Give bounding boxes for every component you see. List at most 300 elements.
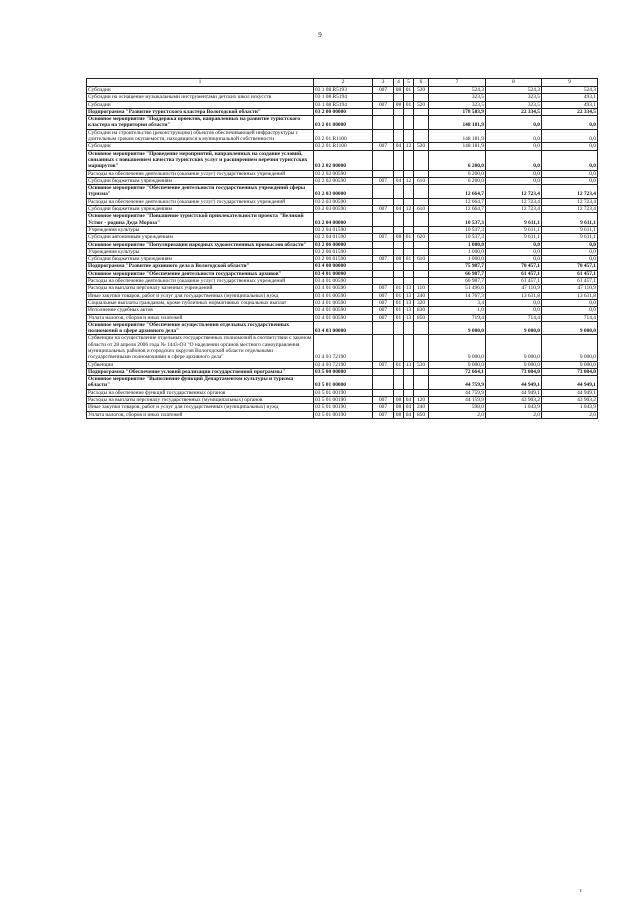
row-value-year3: 43 903,2 xyxy=(542,397,598,404)
row-value-year3: 12 723,4 xyxy=(542,206,598,213)
row-subsection xyxy=(404,335,414,361)
row-section: 01 xyxy=(394,361,404,368)
row-expense-type xyxy=(414,241,429,248)
table-row xyxy=(87,129,598,143)
row-admin-code xyxy=(373,226,394,233)
row-value-year2: 73 084,0 xyxy=(486,368,542,375)
table-row xyxy=(87,101,598,108)
row-section: 08 xyxy=(394,87,404,94)
row-name: Расходы на обеспечение деятельности (оказание услуг) государственных учреждений xyxy=(87,198,314,205)
row-value-year1: 10 537,3 xyxy=(429,226,486,233)
row-admin-code: 007 xyxy=(373,411,394,418)
row-subsection xyxy=(404,241,414,248)
row-subsection xyxy=(404,213,414,227)
row-value-year1: 148 181,9 xyxy=(429,129,486,143)
row-subsection: 01 xyxy=(404,87,414,94)
row-section xyxy=(394,241,404,248)
row-admin-code: 007 xyxy=(373,143,394,150)
row-target-code: 03 4 01 00590 xyxy=(314,299,373,306)
row-section: 04 xyxy=(394,177,404,184)
table-row xyxy=(87,285,598,292)
row-target-code: 03 2 02 00590 xyxy=(314,177,373,184)
row-section: 08 xyxy=(394,404,404,411)
row-admin-code xyxy=(373,129,394,143)
row-value-year1: 44 759,9 xyxy=(429,389,486,396)
row-expense-type xyxy=(414,270,429,277)
row-section: 08 xyxy=(394,234,404,241)
row-value-year3: 61 457,1 xyxy=(542,278,598,285)
row-admin-code xyxy=(373,116,394,130)
table-row xyxy=(87,335,598,361)
row-target-code: 03 2 06 01590 xyxy=(314,248,373,255)
row-value-year2: 2,0 xyxy=(486,411,542,418)
row-name: Социальные выплаты гражданам, кроме публичных нормативных социальных выплат xyxy=(87,299,314,306)
row-name: Субсидии бюджетным учреждениям xyxy=(87,177,314,184)
row-value-year2: 9 611,1 xyxy=(486,226,542,233)
row-section: 01 xyxy=(394,292,404,299)
row-value-year2: 47 110,9 xyxy=(486,285,542,292)
row-target-code: 03 5 01 00190 xyxy=(314,397,373,404)
row-value-year2: 0,0 xyxy=(486,129,542,143)
row-value-year1: 1 000,0 xyxy=(429,241,486,248)
row-expense-type: 610 xyxy=(414,256,429,263)
row-subsection: 13 xyxy=(404,307,414,314)
row-name: Основное мероприятие "Повышение туристской привлекательности проекта "Великий Устюг - родина Деда Мороза" xyxy=(87,213,314,227)
header-cell: 5 xyxy=(404,79,414,87)
row-admin-code xyxy=(373,321,394,335)
row-admin-code: 007 xyxy=(373,87,394,94)
row-subsection xyxy=(404,185,414,199)
row-value-year3: 0,0 xyxy=(542,129,598,143)
table-row xyxy=(87,143,598,150)
table-row xyxy=(87,213,598,227)
table-row xyxy=(87,234,598,241)
row-section xyxy=(394,278,404,285)
row-name: Субсидии на строительство (реконструкцию) объектов обеспечивающей инфраструктуры с длительным сроком окупаемости, находящихся в муниципальной собственности xyxy=(87,129,314,143)
row-expense-type xyxy=(414,108,429,115)
row-section xyxy=(394,116,404,130)
row-value-year3: 9 611,1 xyxy=(542,226,598,233)
row-section xyxy=(394,368,404,375)
table-row xyxy=(87,376,598,390)
row-value-year2: 524,3 xyxy=(486,87,542,94)
row-admin-code: 007 xyxy=(373,101,394,108)
row-subsection xyxy=(404,376,414,390)
row-admin-code: 007 xyxy=(373,404,394,411)
table-row xyxy=(87,299,598,306)
table-row xyxy=(87,278,598,285)
row-section: 01 xyxy=(394,307,404,314)
row-name: Расходы на обеспечение функций государственных органов xyxy=(87,389,314,396)
table-row xyxy=(87,248,598,255)
row-expense-type xyxy=(414,263,429,270)
table-row xyxy=(87,263,598,270)
row-name: Расходы на выплаты персоналу казенных учреждений xyxy=(87,285,314,292)
header-cell: 8 xyxy=(486,79,542,87)
row-name: Основное мероприятие "Обеспечение деятельности государственных учреждений сферы туризма" xyxy=(87,185,314,199)
row-section xyxy=(394,150,404,170)
row-value-year2: 0,0 xyxy=(486,299,542,306)
row-subsection xyxy=(404,170,414,177)
row-subsection xyxy=(404,150,414,170)
row-expense-type: 830 xyxy=(414,307,429,314)
row-section: 01 xyxy=(394,285,404,292)
row-name: Подпрограмма "Развитие архивного дела в Вологодской области" xyxy=(87,263,314,270)
row-target-code: 03 1 08 R5193 xyxy=(314,87,373,94)
row-target-code: 03 2 01 R1100 xyxy=(314,143,373,150)
row-subsection xyxy=(404,270,414,277)
row-value-year3: 9 000,0 xyxy=(542,321,598,335)
row-value-year3: 0,0 xyxy=(542,170,598,177)
row-expense-type xyxy=(414,213,429,227)
row-value-year2: 714,4 xyxy=(486,314,542,321)
row-name: Основное мероприятие "Выполнение функций Департаментом культуры и туризма области" xyxy=(87,376,314,390)
row-value-year3: 2,0 xyxy=(542,411,598,418)
row-subsection: 12 xyxy=(404,143,414,150)
row-section xyxy=(394,108,404,115)
row-admin-code: 007 xyxy=(373,299,394,306)
row-admin-code: 007 xyxy=(373,314,394,321)
row-target-code: 03 4 03 00000 xyxy=(314,321,373,335)
row-expense-type xyxy=(414,278,429,285)
row-target-code: 03 4 03 72190 xyxy=(314,335,373,361)
header-cell: 1 xyxy=(87,79,314,87)
row-expense-type: 530 xyxy=(414,361,429,368)
row-expense-type xyxy=(414,226,429,233)
row-target-code: 03 5 01 00190 xyxy=(314,389,373,396)
row-admin-code: 007 xyxy=(373,234,394,241)
row-target-code: 03 4 01 00000 xyxy=(314,270,373,277)
row-target-code: 03 2 06 00000 xyxy=(314,241,373,248)
row-section xyxy=(394,129,404,143)
row-value-year3: 44 949,1 xyxy=(542,376,598,390)
row-name: Субсидии автономным учреждениям xyxy=(87,234,314,241)
row-value-year3: 0,0 xyxy=(542,256,598,263)
row-expense-type: 320 xyxy=(414,299,429,306)
row-name: Учреждения культуры xyxy=(87,226,314,233)
row-value-year2: 0,0 xyxy=(486,143,542,150)
row-value-year3: 1 043,9 xyxy=(542,404,598,411)
row-subsection: 13 xyxy=(404,299,414,306)
row-expense-type xyxy=(414,198,429,205)
table-row xyxy=(87,116,598,130)
row-target-code: 03 2 01 00000 xyxy=(314,116,373,130)
row-value-year3: 73 084,0 xyxy=(542,368,598,375)
row-target-code: 03 5 01 00000 xyxy=(314,376,373,390)
row-subsection: 12 xyxy=(404,206,414,213)
row-value-year2: 12 723,4 xyxy=(486,206,542,213)
row-value-year1: 1 000,0 xyxy=(429,248,486,255)
row-name: Основное мероприятие "Обеспечение деятельности государственных архивов" xyxy=(87,270,314,277)
row-value-year1: 1 000,0 xyxy=(429,256,486,263)
table-row xyxy=(87,368,598,375)
row-value-year2: 13 631,8 xyxy=(486,292,542,299)
row-value-year3: 70 457,1 xyxy=(542,263,598,270)
row-value-year3: 9 611,1 xyxy=(542,213,598,227)
row-admin-code: 007 xyxy=(373,206,394,213)
row-expense-type: 120 xyxy=(414,397,429,404)
row-subsection xyxy=(404,321,414,335)
row-value-year3: 9 611,1 xyxy=(542,234,598,241)
row-value-year1: 66 987,7 xyxy=(429,278,486,285)
row-name: Уплата налогов, сборов и иных платежей xyxy=(87,411,314,418)
row-name: Расходы на обеспечение деятельности (оказание услуг) государственных учреждений xyxy=(87,170,314,177)
row-value-year3: 0,0 xyxy=(542,150,598,170)
row-name: Основное мероприятие "Обеспечение осуществления отдельных государственных полномочий в сфере архивного дела" xyxy=(87,321,314,335)
row-subsection: 13 xyxy=(404,285,414,292)
row-value-year1: 12 664,7 xyxy=(429,185,486,199)
row-value-year3: 13 631,8 xyxy=(542,292,598,299)
row-admin-code xyxy=(373,335,394,361)
row-expense-type: 240 xyxy=(414,292,429,299)
row-subsection: 01 xyxy=(404,234,414,241)
row-section xyxy=(394,94,404,101)
row-expense-type: 610 xyxy=(414,206,429,213)
row-admin-code xyxy=(373,108,394,115)
row-expense-type: 620 xyxy=(414,234,429,241)
row-value-year1: 66 987,7 xyxy=(429,270,486,277)
budget-table xyxy=(86,78,598,419)
table-row xyxy=(87,411,598,418)
row-target-code: 03 2 00 00000 xyxy=(314,108,373,115)
row-subsection: 04 xyxy=(404,397,414,404)
row-value-year2: 70 457,1 xyxy=(486,263,542,270)
table-row xyxy=(87,389,598,396)
row-value-year3: 493,1 xyxy=(542,101,598,108)
row-admin-code: 007 xyxy=(373,307,394,314)
row-name: Иные закупки товаров, работ и услуг для государственных (муниципальных) нужд xyxy=(87,292,314,299)
row-target-code: 03 2 04 01590 xyxy=(314,234,373,241)
header-cell: 9 xyxy=(542,79,598,87)
row-admin-code xyxy=(373,241,394,248)
row-admin-code xyxy=(373,150,394,170)
table-row xyxy=(87,292,598,299)
row-name: Субсидии xyxy=(87,87,314,94)
table-row xyxy=(87,198,598,205)
row-value-year1: 10 537,3 xyxy=(429,213,486,227)
row-name: Субсидии xyxy=(87,143,314,150)
row-value-year1: 9 000,0 xyxy=(429,335,486,361)
row-value-year1: 323,5 xyxy=(429,101,486,108)
table-row xyxy=(87,177,598,184)
table-row xyxy=(87,170,598,177)
row-target-code: 03 2 03 00590 xyxy=(314,198,373,205)
row-value-year2: 9 000,0 xyxy=(486,321,542,335)
row-expense-type xyxy=(414,321,429,335)
row-subsection xyxy=(404,263,414,270)
row-admin-code: 007 xyxy=(373,177,394,184)
row-target-code: 03 4 00 00000 xyxy=(314,263,373,270)
row-target-code: 03 4 03 72190 xyxy=(314,361,373,368)
row-value-year2: 9 000,0 xyxy=(486,335,542,361)
table-row xyxy=(87,108,598,115)
row-target-code: 03 4 01 00590 xyxy=(314,292,373,299)
row-admin-code xyxy=(373,185,394,199)
row-value-year3: 12 723,4 xyxy=(542,198,598,205)
row-section xyxy=(394,198,404,205)
row-value-year2: 12 723,4 xyxy=(486,198,542,205)
row-value-year3: 0,0 xyxy=(542,177,598,184)
row-subsection xyxy=(404,198,414,205)
row-name: Подпрограмма "Обеспечение условий реализации государственной программы" xyxy=(87,368,314,375)
row-value-year2: 9 000,0 xyxy=(486,361,542,368)
row-name: Субсидии бюджетным учреждениям xyxy=(87,256,314,263)
table-row xyxy=(87,87,598,94)
header-cell: 4 xyxy=(394,79,404,87)
row-name: Исполнение судебных актов xyxy=(87,307,314,314)
row-value-year2: 43 903,2 xyxy=(486,397,542,404)
row-value-year1: 6 200,0 xyxy=(429,177,486,184)
row-section xyxy=(394,248,404,255)
row-admin-code xyxy=(373,389,394,396)
row-expense-type xyxy=(414,129,429,143)
row-admin-code xyxy=(373,94,394,101)
row-value-year3: 12 723,4 xyxy=(542,185,598,199)
row-value-year1: 44 759,9 xyxy=(429,376,486,390)
row-name: Учреждения культуры xyxy=(87,248,314,255)
row-admin-code xyxy=(373,368,394,375)
row-value-year1: 6 200,0 xyxy=(429,150,486,170)
row-subsection xyxy=(404,368,414,375)
row-target-code: 03 2 04 00000 xyxy=(314,213,373,227)
row-expense-type xyxy=(414,150,429,170)
row-value-year3: 47 110,9 xyxy=(542,285,598,292)
row-subsection xyxy=(404,226,414,233)
row-subsection xyxy=(404,94,414,101)
row-value-year1: 10 537,3 xyxy=(429,234,486,241)
row-value-year3: 524,3 xyxy=(542,87,598,94)
row-target-code: 03 2 02 00000 xyxy=(314,150,373,170)
table-row xyxy=(87,94,598,101)
row-expense-type xyxy=(414,248,429,255)
row-expense-type: 850 xyxy=(414,314,429,321)
row-subsection: 01 xyxy=(404,256,414,263)
row-value-year2: 44 949,1 xyxy=(486,389,542,396)
row-name: Субвенции на осуществление отдельных государственных полномочий в соответствии с законом области от 28 апреля 2006 года № 1443-ОЗ "О наделении органов местного самоуправления муниципальных районов и городских округов Вологодской области отдельными государственными полномочиями в сфере архивного дела" xyxy=(87,335,314,361)
row-value-year1: 9 000,0 xyxy=(429,321,486,335)
table-row xyxy=(87,270,598,277)
row-subsection xyxy=(404,129,414,143)
table-row xyxy=(87,307,598,314)
row-target-code: 03 5 00 00000 xyxy=(314,368,373,375)
row-value-year1: 9 000,0 xyxy=(429,361,486,368)
table-row xyxy=(87,361,598,368)
row-admin-code: 007 xyxy=(373,292,394,299)
row-target-code: 03 5 01 00190 xyxy=(314,404,373,411)
row-expense-type: 520 xyxy=(414,143,429,150)
row-section: 08 xyxy=(394,397,404,404)
row-name: Субвенции xyxy=(87,361,314,368)
row-value-year1: 3,4 xyxy=(429,299,486,306)
row-subsection: 12 xyxy=(404,177,414,184)
row-value-year2: 0,0 xyxy=(486,241,542,248)
corner-mark: ı xyxy=(580,888,582,894)
row-subsection: 13 xyxy=(404,292,414,299)
row-target-code: 03 4 01 00590 xyxy=(314,307,373,314)
row-expense-type xyxy=(414,389,429,396)
row-admin-code xyxy=(373,198,394,205)
row-value-year1: 2,0 xyxy=(429,411,486,418)
row-section: 04 xyxy=(394,206,404,213)
row-name: Субсидии xyxy=(87,101,314,108)
row-subsection: 04 xyxy=(404,404,414,411)
row-target-code: 03 4 01 00590 xyxy=(314,278,373,285)
row-value-year2: 0,0 xyxy=(486,150,542,170)
row-admin-code: 007 xyxy=(373,256,394,263)
row-value-year2: 0,0 xyxy=(486,177,542,184)
row-value-year1: 148 181,9 xyxy=(429,143,486,150)
row-value-year1: 72 664,1 xyxy=(429,368,486,375)
row-target-code: 03 2 06 01590 xyxy=(314,256,373,263)
row-value-year1: 12 664,7 xyxy=(429,198,486,205)
row-value-year1: 12 664,7 xyxy=(429,206,486,213)
row-value-year2: 22 334,5 xyxy=(486,108,542,115)
row-name: Подпрограмма "Развитие туристского кластера Вологодской области" xyxy=(87,108,314,115)
row-admin-code xyxy=(373,270,394,277)
row-value-year3: 0,0 xyxy=(542,307,598,314)
row-name: Уплата налогов, сборов и иных платежей xyxy=(87,314,314,321)
row-value-year2: 12 723,4 xyxy=(486,185,542,199)
header-cell: 2 xyxy=(314,79,373,87)
table-row xyxy=(87,321,598,335)
row-section xyxy=(394,170,404,177)
row-value-year2: 0,0 xyxy=(486,248,542,255)
table-row xyxy=(87,150,598,170)
row-target-code: 03 2 03 00590 xyxy=(314,206,373,213)
row-value-year3: 493,1 xyxy=(542,94,598,101)
row-admin-code xyxy=(373,278,394,285)
row-expense-type xyxy=(414,335,429,361)
row-section: 08 xyxy=(394,101,404,108)
row-name: Субсидии на оснащение музыкальными инструментами детских школ искусств xyxy=(87,94,314,101)
row-admin-code: 007 xyxy=(373,285,394,292)
row-section: 04 xyxy=(394,143,404,150)
row-section xyxy=(394,389,404,396)
row-value-year3: 714,4 xyxy=(542,314,598,321)
table-body xyxy=(87,87,598,419)
row-value-year2: 61 457,1 xyxy=(486,278,542,285)
row-admin-code xyxy=(373,170,394,177)
row-target-code: 03 2 02 00590 xyxy=(314,170,373,177)
row-admin-code xyxy=(373,376,394,390)
row-expense-type: 850 xyxy=(414,411,429,418)
row-section xyxy=(394,213,404,227)
row-target-code: 03 2 01 R1100 xyxy=(314,129,373,143)
table-row xyxy=(87,256,598,263)
table-row xyxy=(87,314,598,321)
row-admin-code xyxy=(373,248,394,255)
row-subsection: 01 xyxy=(404,101,414,108)
row-value-year2: 9 611,1 xyxy=(486,213,542,227)
header-cell: 3 xyxy=(373,79,394,87)
row-target-code: 03 4 01 00590 xyxy=(314,314,373,321)
row-subsection: 13 xyxy=(404,314,414,321)
row-value-year2: 0,0 xyxy=(486,170,542,177)
row-value-year1: 148 181,9 xyxy=(429,116,486,130)
row-section xyxy=(394,263,404,270)
row-expense-type: 110 xyxy=(414,285,429,292)
row-admin-code: 007 xyxy=(373,397,394,404)
row-value-year2: 0,0 xyxy=(486,256,542,263)
row-value-year1: 323,5 xyxy=(429,94,486,101)
header-cell: 7 xyxy=(429,79,486,87)
row-expense-type: 610 xyxy=(414,177,429,184)
row-expense-type xyxy=(414,170,429,177)
row-value-year3: 9 000,0 xyxy=(542,335,598,361)
row-value-year2: 1 043,9 xyxy=(486,404,542,411)
row-value-year1: 524,3 xyxy=(429,87,486,94)
row-section: 08 xyxy=(394,256,404,263)
